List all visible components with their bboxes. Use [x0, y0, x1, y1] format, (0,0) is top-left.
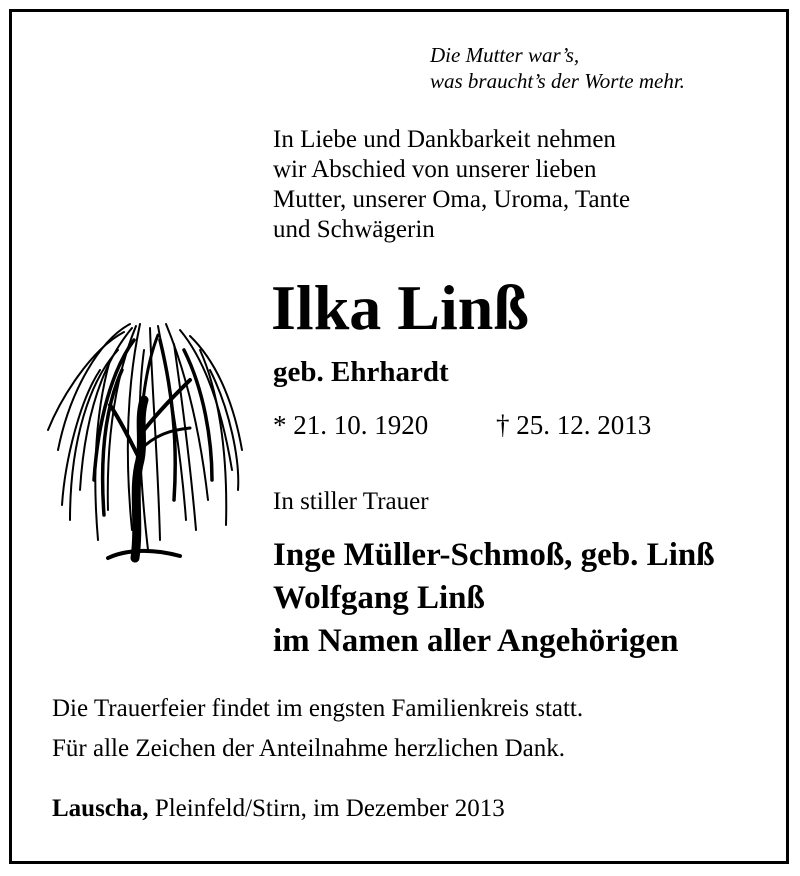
place-rest: Pleinfeld/Stirn, im Dezember 2013	[148, 795, 505, 822]
motto-line-2: was braucht’s der Worte mehr.	[430, 69, 685, 93]
intro-line-1: In Liebe und Dankbarkeit nehmen	[273, 126, 616, 153]
mourning-label: In stiller Trauer	[273, 488, 429, 515]
mourners-list	[273, 534, 715, 663]
mourner-line: Inge Müller-Schmoß, geb. Linß	[273, 537, 715, 573]
thanks-note: Für alle Zeichen der Anteilnahme herzlichen Dank.	[52, 735, 565, 762]
maiden-name: geb. Ehrhardt	[273, 356, 449, 388]
death-date: † 25. 12. 2013	[496, 410, 652, 440]
intro-line-3: Mutter, unserer Oma, Uroma, Tante	[273, 186, 631, 213]
mourner-line: im Namen aller Angehörigen	[273, 623, 679, 659]
birth-date: * 21. 10. 1920	[273, 410, 429, 440]
mourner-line: Wolfgang Linß	[273, 580, 485, 616]
motto-quote	[430, 42, 685, 94]
funeral-note: Die Trauerfeier findet im engsten Familienkreis statt.	[52, 695, 584, 722]
deceased-name: Ilka Linß	[271, 272, 529, 343]
intro-line-2: wir Abschied von unserer lieben	[273, 156, 597, 183]
intro-line-4: und Schwägerin	[273, 216, 435, 243]
place-town: Lauscha,	[52, 795, 149, 822]
place-date-line	[52, 795, 505, 823]
weeping-willow-icon	[40, 310, 255, 565]
intro-text	[273, 125, 746, 245]
motto-line-1: Die Mutter war’s,	[430, 43, 580, 67]
